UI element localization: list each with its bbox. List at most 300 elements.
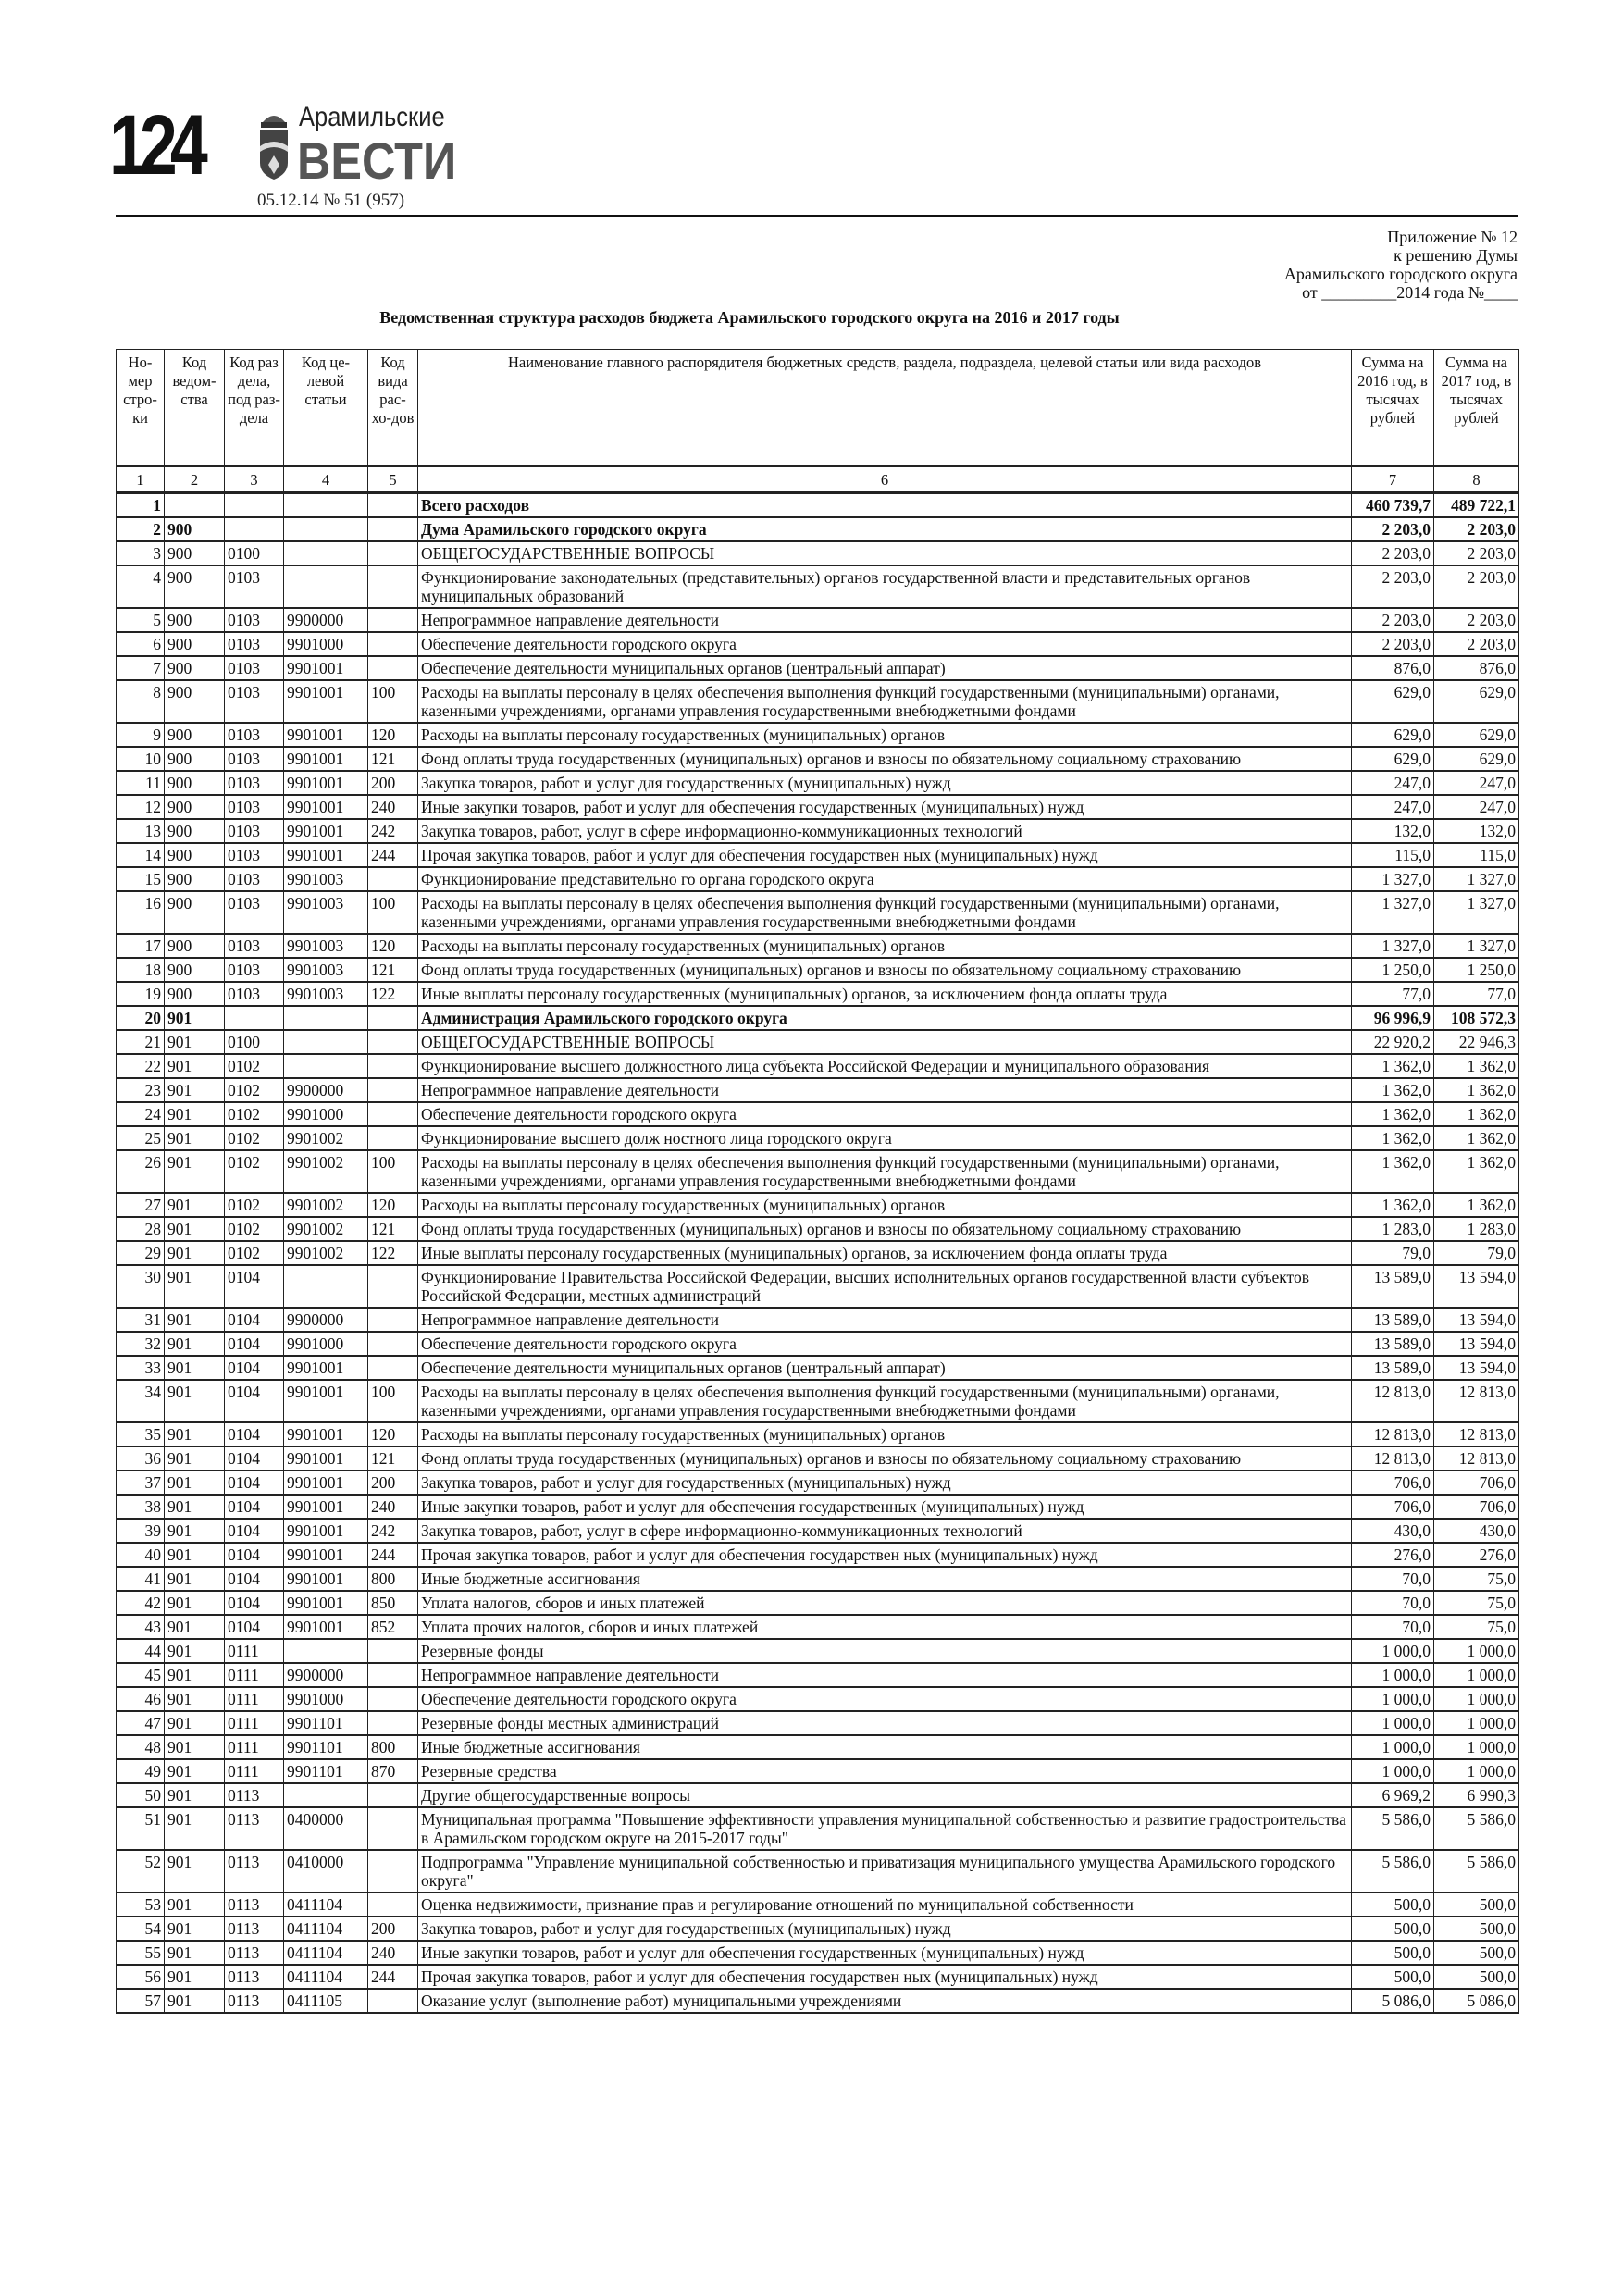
- department-code: 900: [165, 517, 225, 541]
- sum-2016: 2 203,0: [1352, 632, 1434, 656]
- target-code: 9901001: [284, 1615, 368, 1639]
- row-number: 19: [117, 982, 165, 1006]
- row-number: 3: [117, 541, 165, 565]
- target-code: 9901001: [284, 1543, 368, 1567]
- sum-2017: 75,0: [1434, 1615, 1519, 1639]
- target-code: 0411104: [284, 1941, 368, 1965]
- sum-2016: 1 362,0: [1352, 1054, 1434, 1078]
- section-code: 0104: [225, 1471, 284, 1495]
- table-row: [117, 982, 1519, 1006]
- target-code: 0411105: [284, 1989, 368, 2013]
- sum-2017: 13 594,0: [1434, 1308, 1519, 1332]
- department-code: 901: [165, 1150, 225, 1193]
- table-row: [117, 891, 1519, 934]
- sum-2016: 79,0: [1352, 1241, 1434, 1265]
- target-code: 9901003: [284, 867, 368, 891]
- row-number: 30: [117, 1265, 165, 1308]
- col-name-header: Наименование главного распорядителя бюджетных средств, раздела, подраздела, целевой статьи или вида расходов: [418, 350, 1352, 466]
- section-code: 0113: [225, 1917, 284, 1941]
- expense-name: Функционирование высшего долж ностного лица городского округа: [418, 1126, 1352, 1150]
- expense-type-code: 800: [368, 1735, 418, 1759]
- section-code: 0102: [225, 1102, 284, 1126]
- target-code: 9900000: [284, 1078, 368, 1102]
- department-code: 900: [165, 867, 225, 891]
- sum-2017: 1 327,0: [1434, 891, 1519, 934]
- section-code: 0104: [225, 1495, 284, 1519]
- expense-name: Непрограммное направление деятельности: [418, 1078, 1352, 1102]
- department-code: 900: [165, 656, 225, 680]
- section-code: 0104: [225, 1446, 284, 1471]
- table-row: [117, 1126, 1519, 1150]
- sum-2016: 629,0: [1352, 680, 1434, 723]
- table-row: [117, 771, 1519, 795]
- row-number: 11: [117, 771, 165, 795]
- table-row: [117, 1356, 1519, 1380]
- table-row: [117, 1543, 1519, 1567]
- section-code: 0113: [225, 1989, 284, 2013]
- department-code: 901: [165, 1543, 225, 1567]
- department-code: 901: [165, 1711, 225, 1735]
- row-number: 13: [117, 819, 165, 843]
- sum-2017: 13 594,0: [1434, 1265, 1519, 1308]
- column-number: 6: [418, 466, 1352, 493]
- row-number: 53: [117, 1893, 165, 1917]
- department-code: 900: [165, 843, 225, 867]
- table-row: [117, 1639, 1519, 1663]
- target-code: 9901001: [284, 795, 368, 819]
- sum-2016: 13 589,0: [1352, 1265, 1434, 1308]
- sum-2016: 500,0: [1352, 1941, 1434, 1965]
- table-row: [117, 541, 1519, 565]
- section-code: 0111: [225, 1663, 284, 1687]
- section-code: 0113: [225, 1893, 284, 1917]
- section-code: 0113: [225, 1783, 284, 1807]
- expense-name: Дума Арамильского городского округа: [418, 517, 1352, 541]
- expense-name: Фонд оплаты труда государственных (муниципальных) органов и взносы по обязательному социальному страхованию: [418, 747, 1352, 771]
- sum-2017: 108 572,3: [1434, 1006, 1519, 1030]
- target-code: 9901003: [284, 934, 368, 958]
- row-number: 41: [117, 1567, 165, 1591]
- section-code: 0104: [225, 1332, 284, 1356]
- expense-type-code: 121: [368, 747, 418, 771]
- expense-type-code: 240: [368, 795, 418, 819]
- sum-2016: 247,0: [1352, 771, 1434, 795]
- expense-type-code: 120: [368, 1193, 418, 1217]
- table-body: [117, 493, 1519, 2014]
- department-code: 901: [165, 1850, 225, 1893]
- section-code: 0103: [225, 958, 284, 982]
- col-department-code-header: Код ведом-ства: [165, 350, 225, 466]
- table-row: [117, 1663, 1519, 1687]
- table-row: [117, 1030, 1519, 1054]
- sum-2016: 276,0: [1352, 1543, 1434, 1567]
- target-code: 9901001: [284, 1356, 368, 1380]
- target-code: 9901002: [284, 1126, 368, 1150]
- expense-type-code: [368, 1332, 418, 1356]
- table-row: [117, 1759, 1519, 1783]
- department-code: 901: [165, 1615, 225, 1639]
- sum-2017: 1 000,0: [1434, 1639, 1519, 1663]
- expense-type-code: 122: [368, 1241, 418, 1265]
- section-code: 0103: [225, 771, 284, 795]
- target-code: 9901001: [284, 1380, 368, 1422]
- row-number: 28: [117, 1217, 165, 1241]
- section-code: 0103: [225, 680, 284, 723]
- sum-2017: 12 813,0: [1434, 1422, 1519, 1446]
- department-code: 901: [165, 1941, 225, 1965]
- table-row: [117, 1917, 1519, 1941]
- expense-name: Расходы на выплаты персоналу государственных (муниципальных) органов: [418, 1422, 1352, 1446]
- sum-2016: 1 362,0: [1352, 1078, 1434, 1102]
- section-code: 0113: [225, 1965, 284, 1989]
- expense-type-code: [368, 517, 418, 541]
- col-section-code-header: Код раз дела, под раз-дела: [225, 350, 284, 466]
- sum-2017: 1 362,0: [1434, 1054, 1519, 1078]
- table-row: [117, 1783, 1519, 1807]
- department-code: 901: [165, 1893, 225, 1917]
- row-number: 47: [117, 1711, 165, 1735]
- sum-2017: 706,0: [1434, 1471, 1519, 1495]
- expense-name: Функционирование Правительства Российской Федерации, высших исполнительных органов государственной власти субъектов Российской Федерации, местных администраций: [418, 1265, 1352, 1308]
- section-code: 0103: [225, 747, 284, 771]
- appendix-line: Приложение № 12: [1387, 228, 1518, 246]
- expense-name: ОБЩЕГОСУДАРСТВЕННЫЕ ВОПРОСЫ: [418, 1030, 1352, 1054]
- department-code: 901: [165, 1519, 225, 1543]
- sum-2016: 2 203,0: [1352, 517, 1434, 541]
- row-number: 7: [117, 656, 165, 680]
- sum-2017: 247,0: [1434, 771, 1519, 795]
- expense-type-code: [368, 1807, 418, 1850]
- expense-type-code: [368, 493, 418, 518]
- department-code: 901: [165, 1759, 225, 1783]
- row-number: 15: [117, 867, 165, 891]
- department-code: 901: [165, 1241, 225, 1265]
- expense-name: Резервные фонды местных администраций: [418, 1711, 1352, 1735]
- sum-2017: 1 000,0: [1434, 1711, 1519, 1735]
- sum-2017: 2 203,0: [1434, 565, 1519, 608]
- expense-type-code: [368, 1639, 418, 1663]
- row-number: 10: [117, 747, 165, 771]
- target-code: [284, 1030, 368, 1054]
- target-code: 9901000: [284, 1332, 368, 1356]
- expense-type-code: 120: [368, 723, 418, 747]
- expense-type-code: [368, 1054, 418, 1078]
- expense-name: Расходы на выплаты персоналу в целях обеспечения выполнения функций государственными (муниципальными) органами, казенными учреждениями, органами управления государственными внебюджетными фондами: [418, 680, 1352, 723]
- sum-2016: 12 813,0: [1352, 1422, 1434, 1446]
- expense-name: ОБЩЕГОСУДАРСТВЕННЫЕ ВОПРОСЫ: [418, 541, 1352, 565]
- row-number: 56: [117, 1965, 165, 1989]
- department-code: 900: [165, 934, 225, 958]
- table-row: [117, 867, 1519, 891]
- department-code: 901: [165, 1965, 225, 1989]
- sum-2016: 115,0: [1352, 843, 1434, 867]
- sum-2016: 1 000,0: [1352, 1759, 1434, 1783]
- sum-2016: 5 586,0: [1352, 1850, 1434, 1893]
- row-number: 17: [117, 934, 165, 958]
- section-code: 0102: [225, 1193, 284, 1217]
- target-code: 9901001: [284, 1495, 368, 1519]
- section-code: [225, 517, 284, 541]
- brand-main: ВЕСТИ: [297, 131, 457, 190]
- department-code: 901: [165, 1567, 225, 1591]
- section-code: 0111: [225, 1735, 284, 1759]
- expense-name: Закупка товаров, работ и услуг для государственных (муниципальных) нужд: [418, 771, 1352, 795]
- sum-2017: 247,0: [1434, 795, 1519, 819]
- department-code: 901: [165, 1807, 225, 1850]
- section-code: 0113: [225, 1807, 284, 1850]
- table-row: [117, 493, 1519, 518]
- expense-name: Расходы на выплаты персоналу в целях обеспечения выполнения функций государственными (муниципальными) органами, казенными учреждениями, органами управления государственными внебюджетными фондами: [418, 891, 1352, 934]
- table-row: [117, 1567, 1519, 1591]
- expense-type-code: 242: [368, 819, 418, 843]
- expense-type-code: [368, 1102, 418, 1126]
- sum-2017: 2 203,0: [1434, 541, 1519, 565]
- sum-2016: 500,0: [1352, 1893, 1434, 1917]
- expense-name: Иные закупки товаров, работ и услуг для обеспечения государственных (муниципальных) нужд: [418, 795, 1352, 819]
- target-code: 9901001: [284, 1591, 368, 1615]
- table-row: [117, 1078, 1519, 1102]
- sum-2016: 247,0: [1352, 795, 1434, 819]
- target-code: [284, 1054, 368, 1078]
- target-code: 9901002: [284, 1150, 368, 1193]
- column-number: 2: [165, 466, 225, 493]
- table-row: [117, 1241, 1519, 1265]
- row-number: 36: [117, 1446, 165, 1471]
- target-code: 9901002: [284, 1193, 368, 1217]
- expense-name: Закупка товаров, работ, услуг в сфере информационно-коммуникационных технологий: [418, 819, 1352, 843]
- department-code: 900: [165, 891, 225, 934]
- table-row: [117, 1308, 1519, 1332]
- expense-name: Иные закупки товаров, работ и услуг для обеспечения государственных (муниципальных) нужд: [418, 1941, 1352, 1965]
- department-code: 900: [165, 680, 225, 723]
- row-number: 8: [117, 680, 165, 723]
- expense-type-code: [368, 1783, 418, 1807]
- department-code: 901: [165, 1078, 225, 1102]
- sum-2016: 13 589,0: [1352, 1356, 1434, 1380]
- target-code: 9900000: [284, 1308, 368, 1332]
- expense-type-code: 100: [368, 891, 418, 934]
- row-number: 2: [117, 517, 165, 541]
- sum-2016: 460 739,7: [1352, 493, 1434, 518]
- expense-type-code: [368, 1006, 418, 1030]
- section-code: 0104: [225, 1356, 284, 1380]
- row-number: 27: [117, 1193, 165, 1217]
- sum-2017: 500,0: [1434, 1917, 1519, 1941]
- department-code: 901: [165, 1030, 225, 1054]
- sum-2016: 70,0: [1352, 1567, 1434, 1591]
- sum-2016: 629,0: [1352, 747, 1434, 771]
- table-row: [117, 1735, 1519, 1759]
- expense-type-code: [368, 608, 418, 632]
- section-code: 0102: [225, 1054, 284, 1078]
- column-number: 7: [1352, 466, 1434, 493]
- target-code: 0400000: [284, 1807, 368, 1850]
- expense-type-code: [368, 867, 418, 891]
- row-number: 33: [117, 1356, 165, 1380]
- expense-name: Иные выплаты персоналу государственных (муниципальных) органов, за исключением фонда оплаты труда: [418, 1241, 1352, 1265]
- expense-name: Расходы на выплаты персоналу в целях обеспечения выполнения функций государственными (муниципальными) органами, казенными учреждениями, органами управления государственными внебюджетными фондами: [418, 1150, 1352, 1193]
- section-code: 0103: [225, 723, 284, 747]
- col-row-number-header: Но-мер стро-ки: [117, 350, 165, 466]
- sum-2016: 1 362,0: [1352, 1193, 1434, 1217]
- table-row: [117, 656, 1519, 680]
- target-code: 9900000: [284, 1663, 368, 1687]
- expense-type-code: [368, 565, 418, 608]
- section-code: 0104: [225, 1543, 284, 1567]
- expense-name: Резервные средства: [418, 1759, 1352, 1783]
- expense-name: Закупка товаров, работ, услуг в сфере информационно-коммуникационных технологий: [418, 1519, 1352, 1543]
- expense-name: Обеспечение деятельности муниципальных органов (центральный аппарат): [418, 656, 1352, 680]
- expense-name: Другие общегосударственные вопросы: [418, 1783, 1352, 1807]
- target-code: 9901001: [284, 843, 368, 867]
- department-code: [165, 493, 225, 518]
- expense-name: Администрация Арамильского городского округа: [418, 1006, 1352, 1030]
- department-code: 900: [165, 795, 225, 819]
- expense-type-code: 122: [368, 982, 418, 1006]
- table-row: [117, 1941, 1519, 1965]
- sum-2016: 2 203,0: [1352, 541, 1434, 565]
- department-code: 901: [165, 1663, 225, 1687]
- expense-type-code: 852: [368, 1615, 418, 1639]
- expense-type-code: [368, 1126, 418, 1150]
- expense-type-code: [368, 1030, 418, 1054]
- sum-2017: 1 000,0: [1434, 1687, 1519, 1711]
- expense-type-code: [368, 1850, 418, 1893]
- sum-2016: 13 589,0: [1352, 1332, 1434, 1356]
- section-code: 0104: [225, 1380, 284, 1422]
- sum-2017: 2 203,0: [1434, 632, 1519, 656]
- expense-name: Обеспечение деятельности муниципальных органов (центральный аппарат): [418, 1356, 1352, 1380]
- sum-2017: 1 362,0: [1434, 1078, 1519, 1102]
- row-number: 31: [117, 1308, 165, 1332]
- sum-2016: 96 996,9: [1352, 1006, 1434, 1030]
- expense-type-code: [368, 1356, 418, 1380]
- department-code: 901: [165, 1639, 225, 1663]
- sum-2017: 629,0: [1434, 747, 1519, 771]
- section-code: 0111: [225, 1711, 284, 1735]
- department-code: 901: [165, 1446, 225, 1471]
- table-row: [117, 1471, 1519, 1495]
- sum-2017: 629,0: [1434, 723, 1519, 747]
- section-code: 0104: [225, 1567, 284, 1591]
- table-row: [117, 632, 1519, 656]
- sum-2017: 22 946,3: [1434, 1030, 1519, 1054]
- target-code: 9901000: [284, 632, 368, 656]
- sum-2017: 5 086,0: [1434, 1989, 1519, 2013]
- sum-2016: 6 969,2: [1352, 1783, 1434, 1807]
- row-number: 51: [117, 1807, 165, 1850]
- row-number: 42: [117, 1591, 165, 1615]
- sum-2017: 1 283,0: [1434, 1217, 1519, 1241]
- expense-name: Уплата налогов, сборов и иных платежей: [418, 1591, 1352, 1615]
- row-number: 52: [117, 1850, 165, 1893]
- expense-type-code: 240: [368, 1495, 418, 1519]
- expense-type-code: 800: [368, 1567, 418, 1591]
- row-number: 12: [117, 795, 165, 819]
- sum-2017: 1 250,0: [1434, 958, 1519, 982]
- department-code: 900: [165, 541, 225, 565]
- expense-name: Всего расходов: [418, 493, 1352, 518]
- section-code: 0100: [225, 541, 284, 565]
- sum-2017: 5 586,0: [1434, 1807, 1519, 1850]
- section-code: 0111: [225, 1639, 284, 1663]
- row-number: 20: [117, 1006, 165, 1030]
- table-row: [117, 1965, 1519, 1989]
- sum-2016: 1 327,0: [1352, 934, 1434, 958]
- appendix-line: от _________2014 года №____: [1302, 283, 1518, 302]
- department-code: 901: [165, 1102, 225, 1126]
- sum-2017: 1 362,0: [1434, 1102, 1519, 1126]
- expense-name: Расходы на выплаты персоналу государственных (муниципальных) органов: [418, 1193, 1352, 1217]
- expense-type-code: 244: [368, 1965, 418, 1989]
- section-code: 0103: [225, 819, 284, 843]
- sum-2016: 706,0: [1352, 1495, 1434, 1519]
- city-emblem-icon: [257, 109, 291, 181]
- expense-name: Непрограммное направление деятельности: [418, 1663, 1352, 1687]
- header-row: [117, 350, 1519, 466]
- expense-name: Фонд оплаты труда государственных (муниципальных) органов и взносы по обязательному социальному страхованию: [418, 1217, 1352, 1241]
- department-code: 901: [165, 1917, 225, 1941]
- budget-table: [116, 349, 1519, 2014]
- target-code: 9901001: [284, 771, 368, 795]
- table-row: [117, 1150, 1519, 1193]
- sum-2017: 6 990,3: [1434, 1783, 1519, 1807]
- section-code: 0103: [225, 795, 284, 819]
- row-number: 23: [117, 1078, 165, 1102]
- expense-type-code: 850: [368, 1591, 418, 1615]
- expense-type-code: [368, 632, 418, 656]
- target-code: 9901001: [284, 1471, 368, 1495]
- target-code: [284, 1639, 368, 1663]
- sum-2016: 629,0: [1352, 723, 1434, 747]
- table-row: [117, 1193, 1519, 1217]
- sum-2016: 500,0: [1352, 1965, 1434, 1989]
- sum-2017: 13 594,0: [1434, 1356, 1519, 1380]
- target-code: 0411104: [284, 1917, 368, 1941]
- sum-2016: 706,0: [1352, 1471, 1434, 1495]
- department-code: 901: [165, 1126, 225, 1150]
- row-number: 37: [117, 1471, 165, 1495]
- expense-name: Прочая закупка товаров, работ и услуг для обеспечения государствен ных (муниципальных) нужд: [418, 843, 1352, 867]
- table-row: [117, 680, 1519, 723]
- sum-2017: 1 362,0: [1434, 1150, 1519, 1193]
- expense-type-code: 240: [368, 1941, 418, 1965]
- department-code: 901: [165, 1783, 225, 1807]
- row-number: 46: [117, 1687, 165, 1711]
- sum-2017: 489 722,1: [1434, 493, 1519, 518]
- sum-2016: 2 203,0: [1352, 608, 1434, 632]
- section-code: [225, 1006, 284, 1030]
- expense-type-code: 242: [368, 1519, 418, 1543]
- row-number: 55: [117, 1941, 165, 1965]
- department-code: 901: [165, 1356, 225, 1380]
- sum-2017: 2 203,0: [1434, 517, 1519, 541]
- expense-name: Оказание услуг (выполнение работ) муниципальными учреждениями: [418, 1989, 1352, 2013]
- expense-name: Иные бюджетные ассигнования: [418, 1567, 1352, 1591]
- target-code: [284, 1006, 368, 1030]
- column-number: 8: [1434, 466, 1519, 493]
- row-number: 24: [117, 1102, 165, 1126]
- sum-2016: 5 586,0: [1352, 1807, 1434, 1850]
- expense-type-code: 200: [368, 771, 418, 795]
- expense-type-code: 120: [368, 934, 418, 958]
- section-code: 0103: [225, 867, 284, 891]
- section-code: 0104: [225, 1615, 284, 1639]
- table-row: [117, 608, 1519, 632]
- sum-2017: 876,0: [1434, 656, 1519, 680]
- section-code: 0102: [225, 1126, 284, 1150]
- sum-2017: 706,0: [1434, 1495, 1519, 1519]
